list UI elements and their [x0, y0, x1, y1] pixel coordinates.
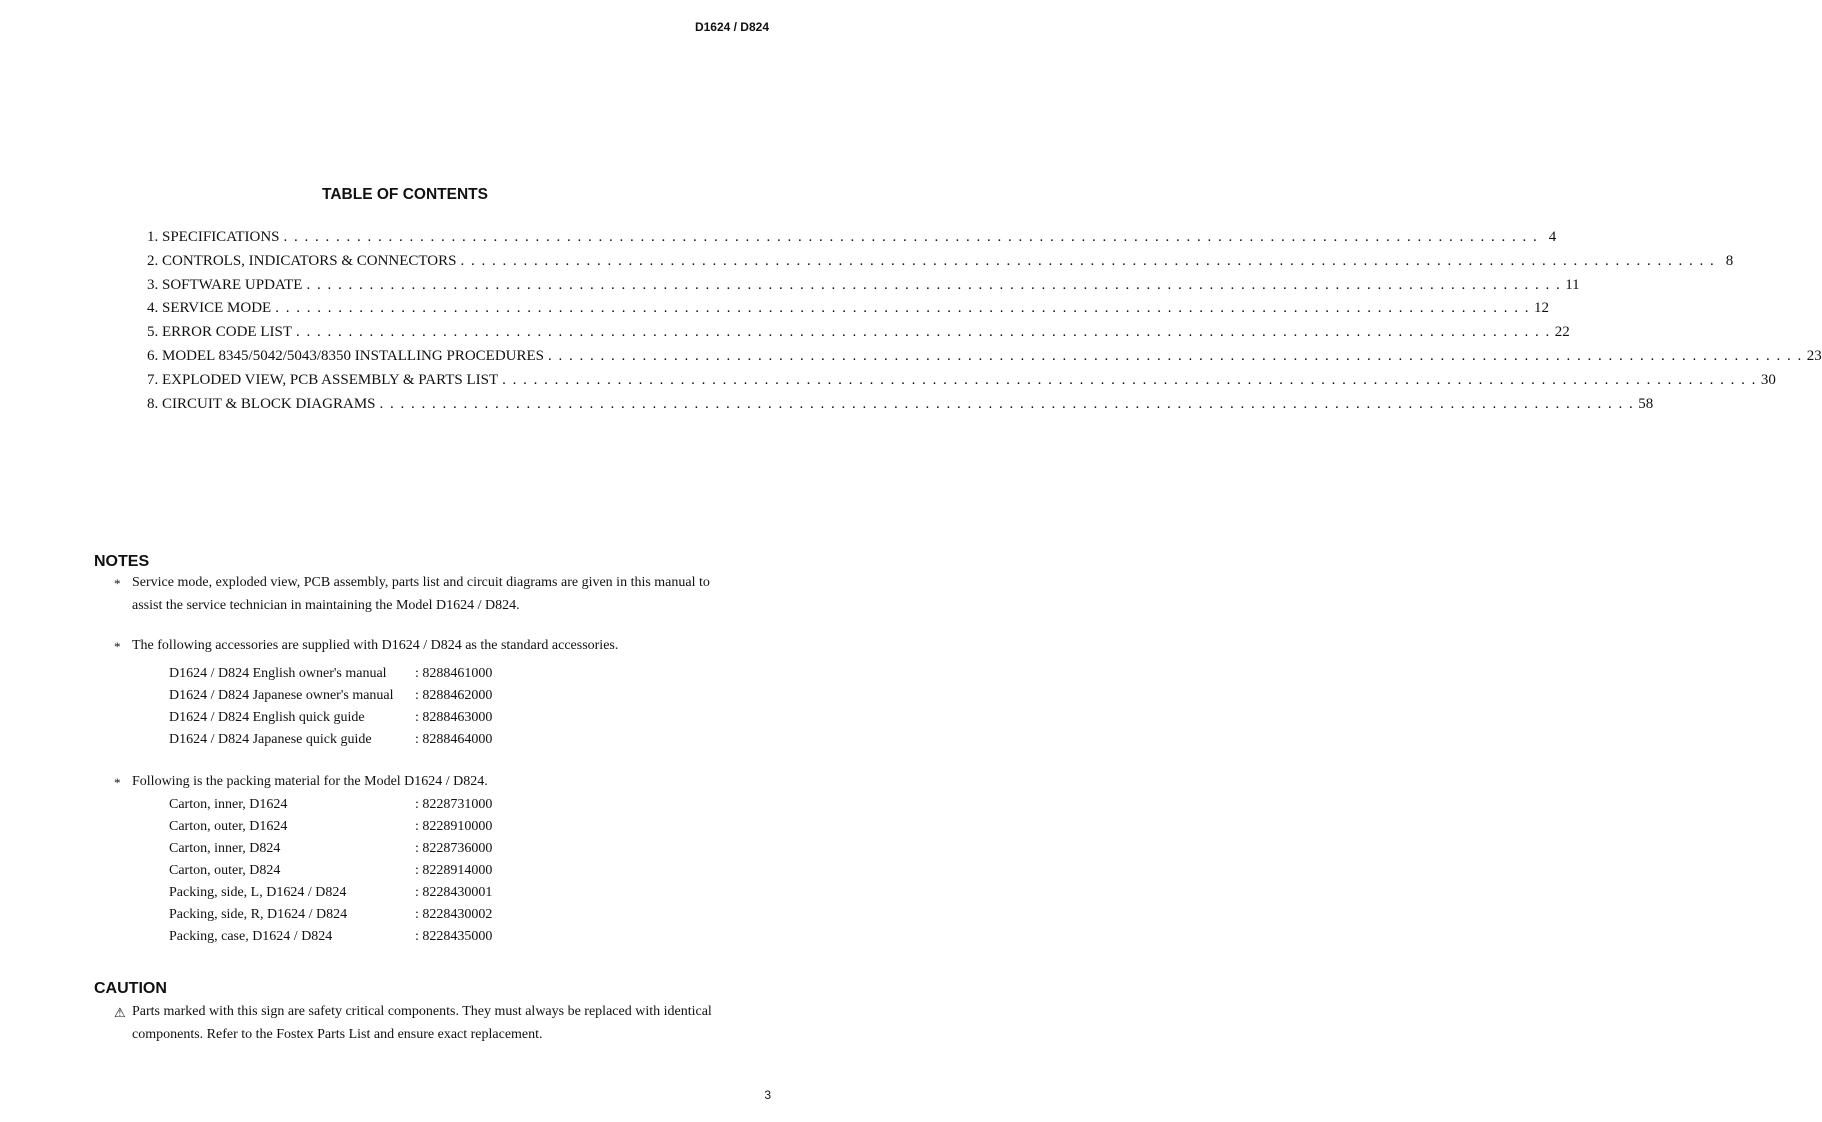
- toc-entry-page: 58: [1638, 395, 1654, 412]
- item-code: : 8288461000: [415, 666, 493, 681]
- list-item: [169, 841, 492, 863]
- item-code: : 8288464000: [415, 732, 493, 747]
- list-item: [169, 863, 492, 885]
- item-name: D1624 / D824 Japanese owner's manual: [169, 688, 394, 703]
- item-name: Packing, case, D1624 / D824: [169, 929, 333, 944]
- caution-text: Parts marked with this sign are safety critical components. They must always be replaced with identical components. Refer to the Fostex Parts List and ensure exact replacement.: [132, 1004, 712, 1042]
- item-name: Carton, inner, D1624: [169, 797, 288, 812]
- toc-entry-label: 5. ERROR CODE LIST: [147, 324, 293, 341]
- header-model-label: D1624 / D824: [694, 20, 769, 34]
- list-item: [169, 907, 492, 929]
- list-item: [169, 819, 492, 841]
- toc-entry[interactable]: [147, 300, 1549, 324]
- toc-leader-dots: . . . . . . . . . . . . . . . . . . . . . . . . . . . . . . . . . . . . . . . . . . . . . . . . . . . . . . . . . . . . . . . . . . . . . . . . . . . . . . . . . . . . . . . . . . . . . . . . . . . . . . . . . . . . . . . . . . . . . . . .: [296, 324, 1551, 341]
- toc-leader-dots: . . . . . . . . . . . . . . . . . . . . . . . . . . . . . . . . . . . . . . . . . . . . . . . . . . . . . . . . . . . . . . . . . . . . . . . . . . . . . . . . . . . . . . . . . . . . . . . . . . . . . . . . . . . . . . . . . . . . . . . .: [306, 276, 1562, 293]
- list-item: [169, 666, 492, 688]
- table-of-contents: [147, 229, 1822, 419]
- toc-leader-dots: . . . . . . . . . . . . . . . . . . . . . . . . . . . . . . . . . . . . . . . . . . . . . . . . . . . . . . . . . . . . . . . . . . . . . . . . . . . . . . . . . . . . . . . . . . . . . . . . . . . . . . . . . . . . . . . . . . . . . . . .: [275, 300, 1530, 317]
- toc-entry-label: 3. SOFTWARE UPDATE: [147, 276, 303, 293]
- note-text: Following is the packing material for the Model D1624 / D824.: [132, 774, 488, 789]
- toc-entry[interactable]: [147, 229, 1557, 253]
- note-packing: [114, 771, 734, 794]
- toc-entry[interactable]: [147, 395, 1654, 420]
- toc-entry-page: 23: [1806, 347, 1822, 364]
- list-item: [169, 688, 492, 710]
- toc-entry-page: 8: [1725, 252, 1734, 269]
- toc-entry[interactable]: [147, 252, 1734, 277]
- toc-leader-dots: . . . . . . . . . . . . . . . . . . . . . . . . . . . . . . . . . . . . . . . . . . . . . . . . . . . . . . . . . . . . . . . . . . . . . . . . . . . . . . . . . . . . . . . . . . . . . . . . . . . . . . . . . . . . . . . . . . . . . . . .: [502, 371, 1757, 388]
- item-name: Carton, outer, D1624: [169, 819, 288, 834]
- toc-entry-page: 22: [1554, 324, 1570, 341]
- notes-heading: NOTES: [94, 553, 150, 570]
- toc-leader-dots: . . . . . . . . . . . . . . . . . . . . . . . . . . . . . . . . . . . . . . . . . . . . . . . . . . . . . . . . . . . . . . . . . . . . . . . . . . . . . . . . . . . . . . . . . . . . . . . . . . . . . . . . . . . . . . . . . . . . . . . .: [548, 347, 1803, 364]
- item-code: : 8228910000: [415, 819, 493, 834]
- item-name: Carton, outer, D824: [169, 863, 281, 878]
- item-code: : 8228736000: [415, 841, 493, 856]
- toc-entry[interactable]: [147, 347, 1822, 372]
- item-name: D1624 / D824 English owner's manual: [169, 666, 387, 681]
- toc-entry-label: 6. MODEL 8345/5042/5043/8350 INSTALLING PROCEDURES: [147, 347, 544, 364]
- list-item: [169, 710, 492, 732]
- toc-entry-label: 1. SPECIFICATIONS: [147, 229, 280, 245]
- toc-entry-page: 30: [1760, 371, 1776, 388]
- list-item: [169, 797, 492, 819]
- item-code: : 8228430002: [415, 907, 493, 922]
- item-code: : 8288462000: [415, 688, 493, 703]
- toc-entry-label: 4. SERVICE MODE: [147, 300, 272, 317]
- item-code: : 8228430001: [415, 885, 493, 900]
- caution-heading: CAUTION: [94, 980, 167, 997]
- list-item: [169, 732, 492, 754]
- accessories-list: [169, 666, 492, 754]
- item-code: : 8228435000: [415, 929, 493, 944]
- note-text: The following accessories are supplied with D1624 / D824 as the standard accessories.: [132, 638, 619, 653]
- toc-entry[interactable]: [147, 276, 1580, 301]
- toc-entry-label: 7. EXPLODED VIEW, PCB ASSEMBLY & PARTS LIST: [147, 371, 499, 388]
- warning-triangle-icon: ⚠: [114, 1005, 126, 1020]
- item-code: : 8228914000: [415, 863, 493, 878]
- item-code: : 8288463000: [415, 710, 493, 725]
- toc-entry-label: 2. CONTROLS, INDICATORS & CONNECTORS: [147, 252, 457, 269]
- packing-list: [169, 797, 492, 951]
- toc-entry-page: 11: [1565, 276, 1580, 293]
- item-name: Carton, inner, D824: [169, 841, 281, 856]
- toc-leader-dots: . . . . . . . . . . . . . . . . . . . . . . . . . . . . . . . . . . . . . . . . . . . . . . . . . . . . . . . . . . . . . . . . . . . . . . . . . . . . . . . . . . . . . . . . . . . . . . . . . . . . . . . . . . . . . . . . . . . . . . . .: [283, 229, 1539, 245]
- toc-leader-dots: . . . . . . . . . . . . . . . . . . . . . . . . . . . . . . . . . . . . . . . . . . . . . . . . . . . . . . . . . . . . . . . . . . . . . . . . . . . . . . . . . . . . . . . . . . . . . . . . . . . . . . . . . . . . . . . . . . . . . . . .: [460, 252, 1716, 269]
- item-name: Packing, side, L, D1624 / D824: [169, 885, 347, 900]
- toc-entry[interactable]: [147, 371, 1776, 396]
- toc-entry-page: 12: [1533, 300, 1549, 317]
- note-service-info: [114, 572, 734, 617]
- list-item: [169, 885, 492, 907]
- item-name: Packing, side, R, D1624 / D824: [169, 907, 348, 922]
- list-item: [169, 929, 492, 951]
- note-accessories: [114, 635, 734, 658]
- toc-entry-label: 8. CIRCUIT & BLOCK DIAGRAMS: [147, 395, 376, 412]
- item-name: D1624 / D824 English quick guide: [169, 710, 365, 725]
- toc-entry-page: 4: [1548, 229, 1557, 245]
- item-code: : 8228731000: [415, 797, 493, 812]
- page-number: 3: [764, 1088, 771, 1102]
- caution-note: [114, 1001, 734, 1046]
- note-text: Service mode, exploded view, PCB assembly, parts list and circuit diagrams are given in this manual to assist the service technician in maintaining the Model D1624 / D824.: [132, 575, 710, 613]
- asterisk-icon: *: [114, 639, 121, 654]
- asterisk-icon: *: [114, 576, 121, 591]
- toc-leader-dots: . . . . . . . . . . . . . . . . . . . . . . . . . . . . . . . . . . . . . . . . . . . . . . . . . . . . . . . . . . . . . . . . . . . . . . . . . . . . . . . . . . . . . . . . . . . . . . . . . . . . . . . . . . . . . . . . . . . . . . . .: [379, 395, 1635, 412]
- asterisk-icon: *: [114, 775, 121, 790]
- toc-entry[interactable]: [147, 324, 1570, 348]
- toc-title: TABLE OF CONTENTS: [322, 186, 488, 203]
- item-name: D1624 / D824 Japanese quick guide: [169, 732, 372, 747]
